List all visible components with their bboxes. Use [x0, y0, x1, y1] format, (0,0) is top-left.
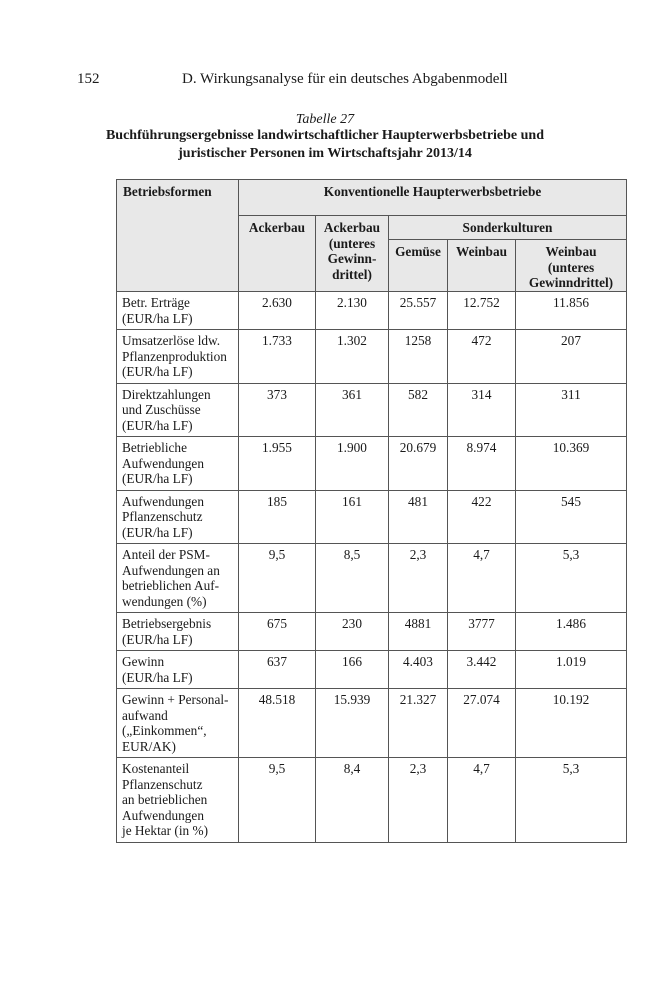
- header-sonderkulturen: Sonderkulturen: [389, 216, 627, 240]
- header-line: (unteres: [328, 235, 376, 251]
- cell-value: 637: [239, 651, 316, 689]
- row-label: [117, 613, 239, 651]
- cell-value: 15.939: [316, 689, 389, 758]
- row-label: [117, 758, 239, 843]
- row-label-line: je Hektar (in %): [122, 823, 209, 838]
- header-betriebsformen: Betriebsformen: [117, 180, 239, 292]
- row-label: [117, 490, 239, 544]
- cell-value: 481: [389, 490, 448, 544]
- cell-value: 582: [389, 383, 448, 437]
- header-line: Gewinn-: [327, 251, 377, 266]
- cell-value: 8,4: [316, 758, 389, 843]
- table-row: [117, 758, 627, 843]
- cell-value: 4,7: [448, 758, 516, 843]
- row-label-line: und Zuschüsse: [122, 402, 201, 417]
- cell-value: 20.679: [389, 437, 448, 491]
- table-row: [117, 544, 627, 613]
- table-number: Tabelle 27: [295, 112, 355, 127]
- cell-value: 161: [316, 490, 389, 544]
- row-label-line: Pflanzenschutz: [122, 776, 203, 792]
- cell-value: 4,7: [448, 544, 516, 613]
- cell-value: 1.019: [516, 651, 627, 689]
- row-label-line: Umsatzerlöse ldw.: [122, 333, 221, 348]
- running-head: D. Wirkungsanalyse für ein deutsches Abgabenmodell: [182, 71, 508, 87]
- row-label: [117, 651, 239, 689]
- row-label-line: Pflanzenproduktion: [122, 348, 227, 364]
- cell-value: 21.327: [389, 689, 448, 758]
- cell-value: 1258: [389, 330, 448, 384]
- cell-value: 3777: [448, 613, 516, 651]
- cell-value: 361: [316, 383, 389, 437]
- table-row: [117, 292, 627, 330]
- row-label: [117, 544, 239, 613]
- row-label-line: Pflanzenschutz: [122, 509, 203, 524]
- header-group: Konventionelle Haupterwerbsbetriebe: [239, 180, 627, 216]
- table-row: [117, 651, 627, 689]
- page-number: 152: [77, 71, 100, 87]
- cell-value: 1.955: [239, 437, 316, 491]
- header-ackerbau: Ackerbau: [239, 216, 316, 292]
- cell-value: 166: [316, 651, 389, 689]
- row-label-line: (EUR/ha LF): [122, 417, 193, 433]
- row-label-line: (EUR/ha LF): [122, 631, 193, 647]
- cell-value: 1.486: [516, 613, 627, 651]
- cell-value: 48.518: [239, 689, 316, 758]
- cell-value: 311: [516, 383, 627, 437]
- row-label-line: Betriebliche: [122, 440, 187, 455]
- header-gemuese: Gemüse: [389, 240, 448, 292]
- table-row: [117, 613, 627, 651]
- row-label-line: an betrieblichen: [122, 792, 208, 807]
- row-label-line: (EUR/ha LF): [122, 364, 193, 379]
- row-label-line: Gewinn: [122, 654, 165, 669]
- table-title: [0, 127, 650, 163]
- row-label-line: (EUR/ha LF): [122, 669, 193, 685]
- row-label-line: betrieblichen Auf-: [122, 578, 220, 593]
- row-label-line: Direktzahlungen: [122, 386, 211, 402]
- cell-value: 11.856: [516, 292, 627, 330]
- cell-value: 185: [239, 490, 316, 544]
- cell-value: 3.442: [448, 651, 516, 689]
- row-label-line: EUR/AK): [122, 738, 176, 754]
- cell-value: 230: [316, 613, 389, 651]
- table-title-line: juristischer Personen im Wirtschaftsjahr 2013/14: [178, 146, 472, 161]
- row-label-line: Aufwendungen: [122, 493, 204, 509]
- row-label-line: Kostenanteil: [122, 761, 190, 776]
- cell-value: 8,5: [316, 544, 389, 613]
- cell-value: 10.192: [516, 689, 627, 758]
- header-line: Gewinndrittel): [528, 275, 614, 290]
- row-label: [117, 383, 239, 437]
- table-row: [117, 383, 627, 437]
- row-label-line: wendungen (%): [122, 593, 207, 609]
- table-row: [117, 689, 627, 758]
- row-label-line: (EUR/ha LF): [122, 471, 193, 486]
- header-line: Ackerbau: [323, 220, 381, 235]
- row-label-line: Gewinn + Personal-: [122, 692, 229, 707]
- row-label-line: Anteil der PSM-: [122, 547, 210, 562]
- cell-value: 2.130: [316, 292, 389, 330]
- cell-value: 545: [516, 490, 627, 544]
- header-line: Weinbau: [545, 244, 597, 259]
- cell-value: 25.557: [389, 292, 448, 330]
- header-line: drittel): [332, 266, 372, 282]
- cell-value: 1.733: [239, 330, 316, 384]
- cell-value: 2.630: [239, 292, 316, 330]
- header-line: (unteres: [547, 259, 595, 275]
- cell-value: 207: [516, 330, 627, 384]
- header-weinbau-unteres: [516, 240, 627, 292]
- table-row: [117, 490, 627, 544]
- cell-value: 2,3: [389, 758, 448, 843]
- cell-value: 5,3: [516, 758, 627, 843]
- cell-value: 12.752: [448, 292, 516, 330]
- row-label-line: (EUR/ha LF): [122, 310, 193, 326]
- cell-value: 472: [448, 330, 516, 384]
- header-ackerbau-unteres: [316, 216, 389, 292]
- row-label-line: Aufwendungen: [122, 807, 204, 823]
- table-row: [117, 437, 627, 491]
- cell-value: 314: [448, 383, 516, 437]
- row-label-line: Betriebsergebnis: [122, 616, 212, 631]
- cell-value: 373: [239, 383, 316, 437]
- cell-value: 1.900: [316, 437, 389, 491]
- row-label: [117, 330, 239, 384]
- row-label-line: Aufwendungen: [122, 455, 204, 471]
- cell-value: 5,3: [516, 544, 627, 613]
- results-table: [116, 179, 627, 843]
- cell-value: 10.369: [516, 437, 627, 491]
- cell-value: 4.403: [389, 651, 448, 689]
- cell-value: 27.074: [448, 689, 516, 758]
- row-label-line: aufwand: [122, 707, 168, 723]
- cell-value: 675: [239, 613, 316, 651]
- row-label-line: (EUR/ha LF): [122, 524, 193, 540]
- cell-value: 8.974: [448, 437, 516, 491]
- header-weinbau: Weinbau: [448, 240, 516, 292]
- cell-value: 9,5: [239, 758, 316, 843]
- row-label-line: Aufwendungen an: [122, 562, 220, 578]
- cell-value: 2,3: [389, 544, 448, 613]
- row-label: [117, 689, 239, 758]
- row-label-line: („Einkommen“,: [122, 723, 207, 738]
- cell-value: 1.302: [316, 330, 389, 384]
- cell-value: 422: [448, 490, 516, 544]
- cell-value: 9,5: [239, 544, 316, 613]
- row-label: [117, 437, 239, 491]
- row-label-line: Betr. Erträge: [122, 295, 190, 310]
- cell-value: 4881: [389, 613, 448, 651]
- table-title-line: Buchführungsergebnisse landwirtschaftlicher Haupterwerbsbetriebe und: [105, 128, 545, 143]
- row-label: [117, 292, 239, 330]
- table-row: [117, 330, 627, 384]
